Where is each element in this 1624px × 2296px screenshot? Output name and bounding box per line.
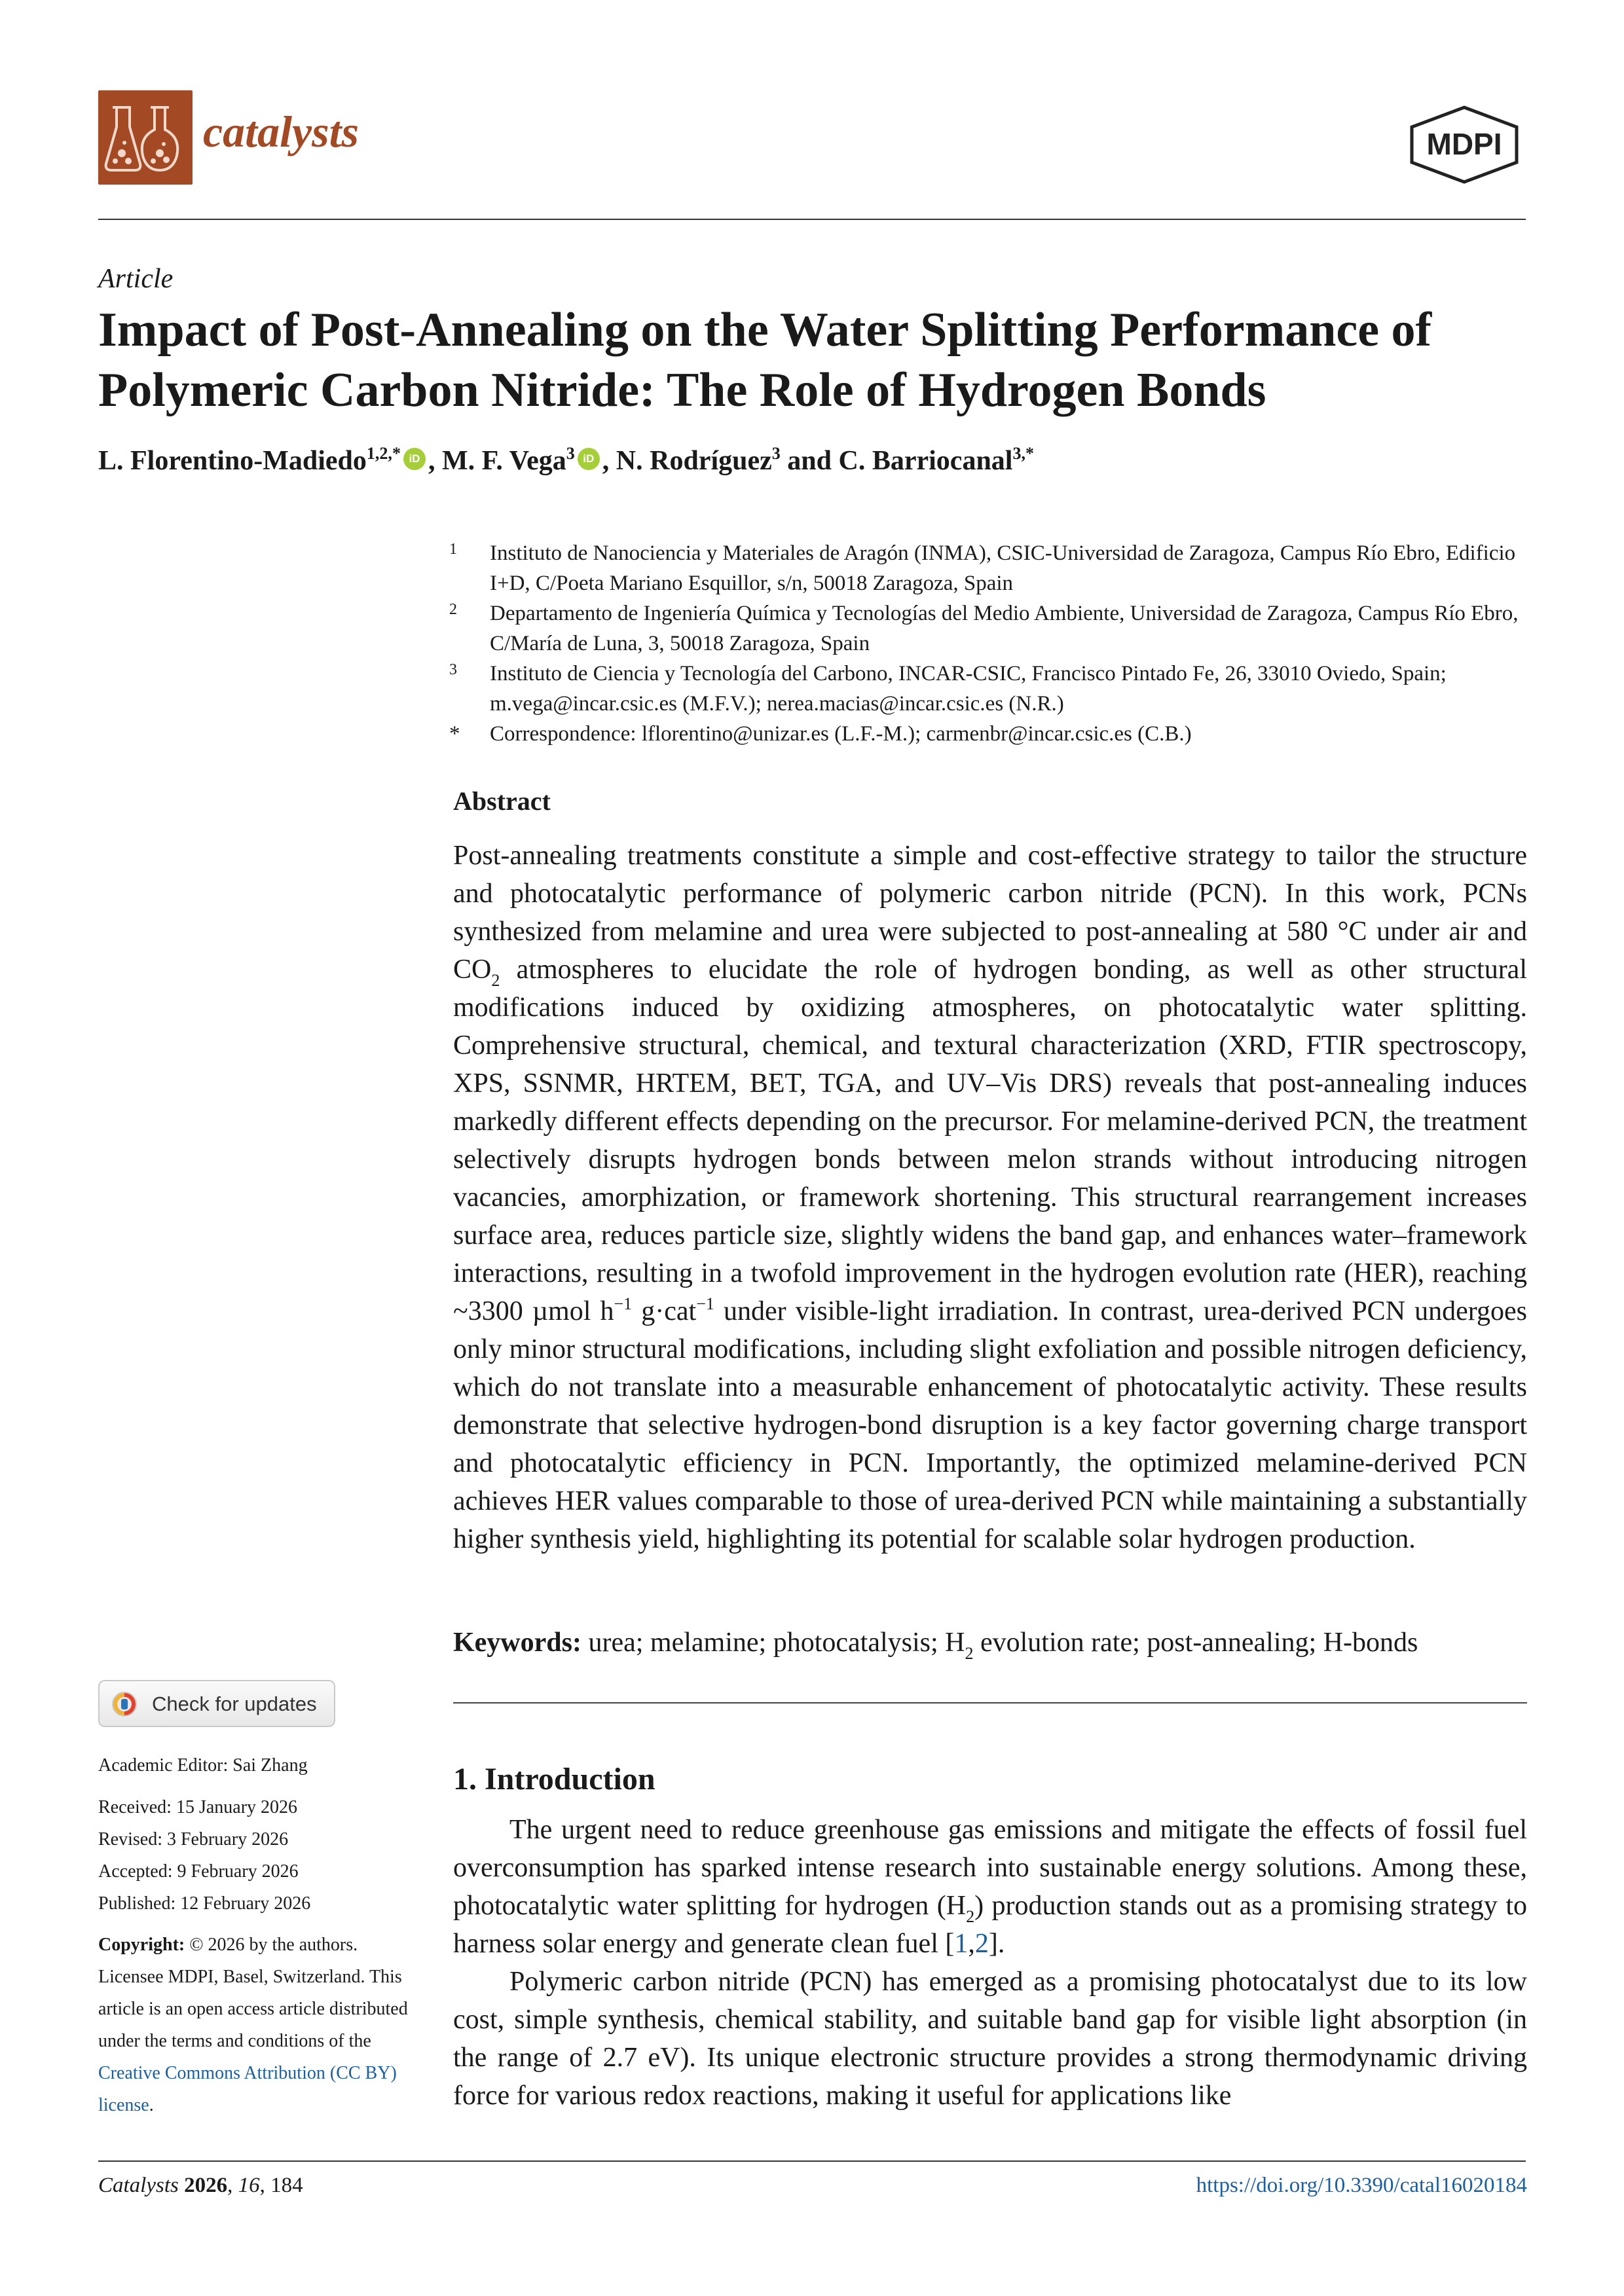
doi-link[interactable]: https://doi.org/10.3390/catal16020184 xyxy=(1196,2174,1527,2197)
license-link[interactable]: Creative Commons Attribution (CC BY) license xyxy=(98,2063,397,2115)
author-separator: and xyxy=(780,446,839,476)
published-date: Published: 12 February 2026 xyxy=(98,1893,311,1914)
citation-link[interactable]: 2 xyxy=(974,1929,989,1959)
article-type: Article xyxy=(98,264,174,294)
author-separator: , xyxy=(428,446,442,476)
affiliation-marker: 2 xyxy=(449,601,457,618)
section-heading-introduction: 1. Introduction xyxy=(453,1762,655,1796)
intro-paragraph: Polymeric carbon nitride (PCN) has emerged as a promising photocatalyst due to its low cost, simple synthesis, chemical stability, and suitable band gap for visible light absorption (in the range of 2.7 eV). Its unique electronic structure provides a strong thermodynamic driving force for various redox reactions, making it useful for applications like xyxy=(453,1967,1527,2111)
flask-icon xyxy=(98,90,193,185)
affiliation-text: Correspondence: lflorentino@unizar.es (L.F.-M.); carmenbr@incar.csic.es (C.B.) xyxy=(490,722,1192,746)
academic-editor: Academic Editor: Sai Zhang xyxy=(98,1755,308,1776)
affiliation-item xyxy=(449,659,1536,719)
author-name: L. Florentino-Madiedo xyxy=(98,446,367,476)
revised-date: Revised: 3 February 2026 xyxy=(98,1829,289,1850)
footer-divider xyxy=(98,2160,1526,2162)
affiliation-marker: 1 xyxy=(449,541,457,558)
article-title: Impact of Post-Annealing on the Water Splitting Performance of Polymeric Carbon Nitride: The Role of Hydrogen Bonds xyxy=(98,303,1432,417)
author-name: C. Barriocanal xyxy=(838,446,1013,476)
accepted-date: Accepted: 9 February 2026 xyxy=(98,1861,299,1882)
introduction-text xyxy=(453,1811,1527,2115)
citation-link[interactable]: 1 xyxy=(954,1929,969,1959)
abstract-heading: Abstract xyxy=(453,786,551,816)
intro-paragraph: The urgent need to reduce greenhouse gas emissions and mitigate the effects of fossil fuel overconsumption has sparked intense research into sustainable energy solutions. Among these, photocatalytic water splitting for hydrogen $(H_2)$ production stands out as a promising strategy to harness solar energy and generate clean fuel [1,2]. xyxy=(453,1815,1527,1959)
affiliation-marker: 3 xyxy=(449,661,457,678)
affiliation-text: Departamento de Ingeniería Química y Tecnologías del Medio Ambiente, Universidad de Zaragoza, Campus Río Ebro, C/María de Luna, 3, 50018 Zaragoza, Spain xyxy=(490,602,1519,655)
affiliation-item xyxy=(449,538,1536,598)
mdpi-logo xyxy=(1405,105,1523,185)
affiliation-marker: * xyxy=(449,722,460,746)
author-list xyxy=(98,445,1034,477)
affiliation-text: Instituto de Ciencia y Tecnología del Carbono, INCAR-CSIC, Francisco Pintado Fe, 26, 33010 Oviedo, Spain; m.vega@incar.csic.es (M.F.V.); nerea.macias@incar.csic.es (N.R.) xyxy=(490,662,1447,716)
copyright-notice: Copyright: © 2026 by the authors. Licensee MDPI, Basel, Switzerland. This article is an open access article distributed under the terms and conditions of the Creative Commons Attribution (CC BY) license. xyxy=(98,1935,408,2115)
journal-logo xyxy=(98,90,193,185)
check-updates-icon xyxy=(111,1691,138,1717)
author-affiliation-marker: 3,* xyxy=(1012,443,1035,463)
author-name: M. F. Vega xyxy=(441,446,566,476)
author-separator: , xyxy=(602,446,616,476)
affiliation-item xyxy=(449,598,1536,659)
citation-footer: Catalysts 2026, 16, 184 xyxy=(98,2174,303,2197)
journal-name: catalysts xyxy=(203,107,359,156)
check-for-updates-button[interactable] xyxy=(98,1680,335,1727)
keywords: Keywords: urea; melamine; photocatalysis; $H_2$ evolution rate; post-annealing; H-bonds xyxy=(453,1628,1418,1663)
author-affiliation-marker: 1,2,* xyxy=(366,443,401,463)
author-affiliation-marker: 3 xyxy=(566,443,575,463)
mdpi-logo-text: MDPI xyxy=(1426,127,1502,161)
header-divider xyxy=(98,219,1526,220)
abstract-text: Post-annealing treatments constitute a simple and cost-effective strategy to tailor the structure and photocatalytic performance of polymeric carbon nitride (PCN). In this work, PCNs synthesized from melamine and urea were subjected to post-annealing at 580 °C under air and $CO_2$ atmospheres to elucidate the role of hydrogen bonding, as well as other structural modifications induced by oxidizing atmospheres, on photocatalytic water splitting. Comprehensive structural, chemical, and textural characterization (XRD, FTIR spectroscopy, XPS, SSNMR, HRTEM, BET, TGA, and UV–Vis DRS) reveals that post-annealing induces markedly different effects depending on the precursor. For melamine-derived PCN, the treatment selectively disrupts hydrogen bonds between melon strands without introducing nitrogen vacancies, amorphization, or framework shortening. This structural rearrangement increases surface area, reduces particle size, slightly widens the band gap, and enhances water–framework interactions, resulting in a twofold improvement in the hydrogen evolution rate (HER), reaching ~3300 µmol $h^{-1}$ g·cat$^{-1}$ under visible-light irradiation. In contrast, urea-derived PCN undergoes only minor structural modifications, including slight exfoliation and possible nitrogen deficiency, which do not translate into a measurable enhancement of photocatalytic activity. These results demonstrate that selective hydrogen-bond disruption is a key factor governing charge transport and photocatalytic efficiency in PCN. Importantly, the optimized melamine-derived PCN achieves HER values comparable to those of urea-derived PCN while maintaining a substantially higher synthesis yield, highlighting its potential for scalable solar hydrogen production. xyxy=(453,841,1527,1554)
orcid-icon[interactable]: iD xyxy=(403,448,426,470)
check-updates-label: Check for updates xyxy=(152,1692,317,1715)
affiliation-item xyxy=(449,719,1536,749)
author-name: N. Rodríguez xyxy=(616,446,772,476)
affiliation-text: Instituto de Nanociencia y Materiales de Aragón (INMA), CSIC-Universidad de Zaragoza, Campus Río Ebro, Edificio I+D, C/Poeta Mariano Esquillor, s/n, 50018 Zaragoza, Spain xyxy=(490,541,1516,595)
received-date: Received: 15 January 2026 xyxy=(98,1797,298,1817)
author-affiliation-marker: 3 xyxy=(771,443,781,463)
abstract-divider xyxy=(453,1702,1527,1704)
affiliations xyxy=(449,538,1536,749)
orcid-icon[interactable]: iD xyxy=(578,448,600,470)
